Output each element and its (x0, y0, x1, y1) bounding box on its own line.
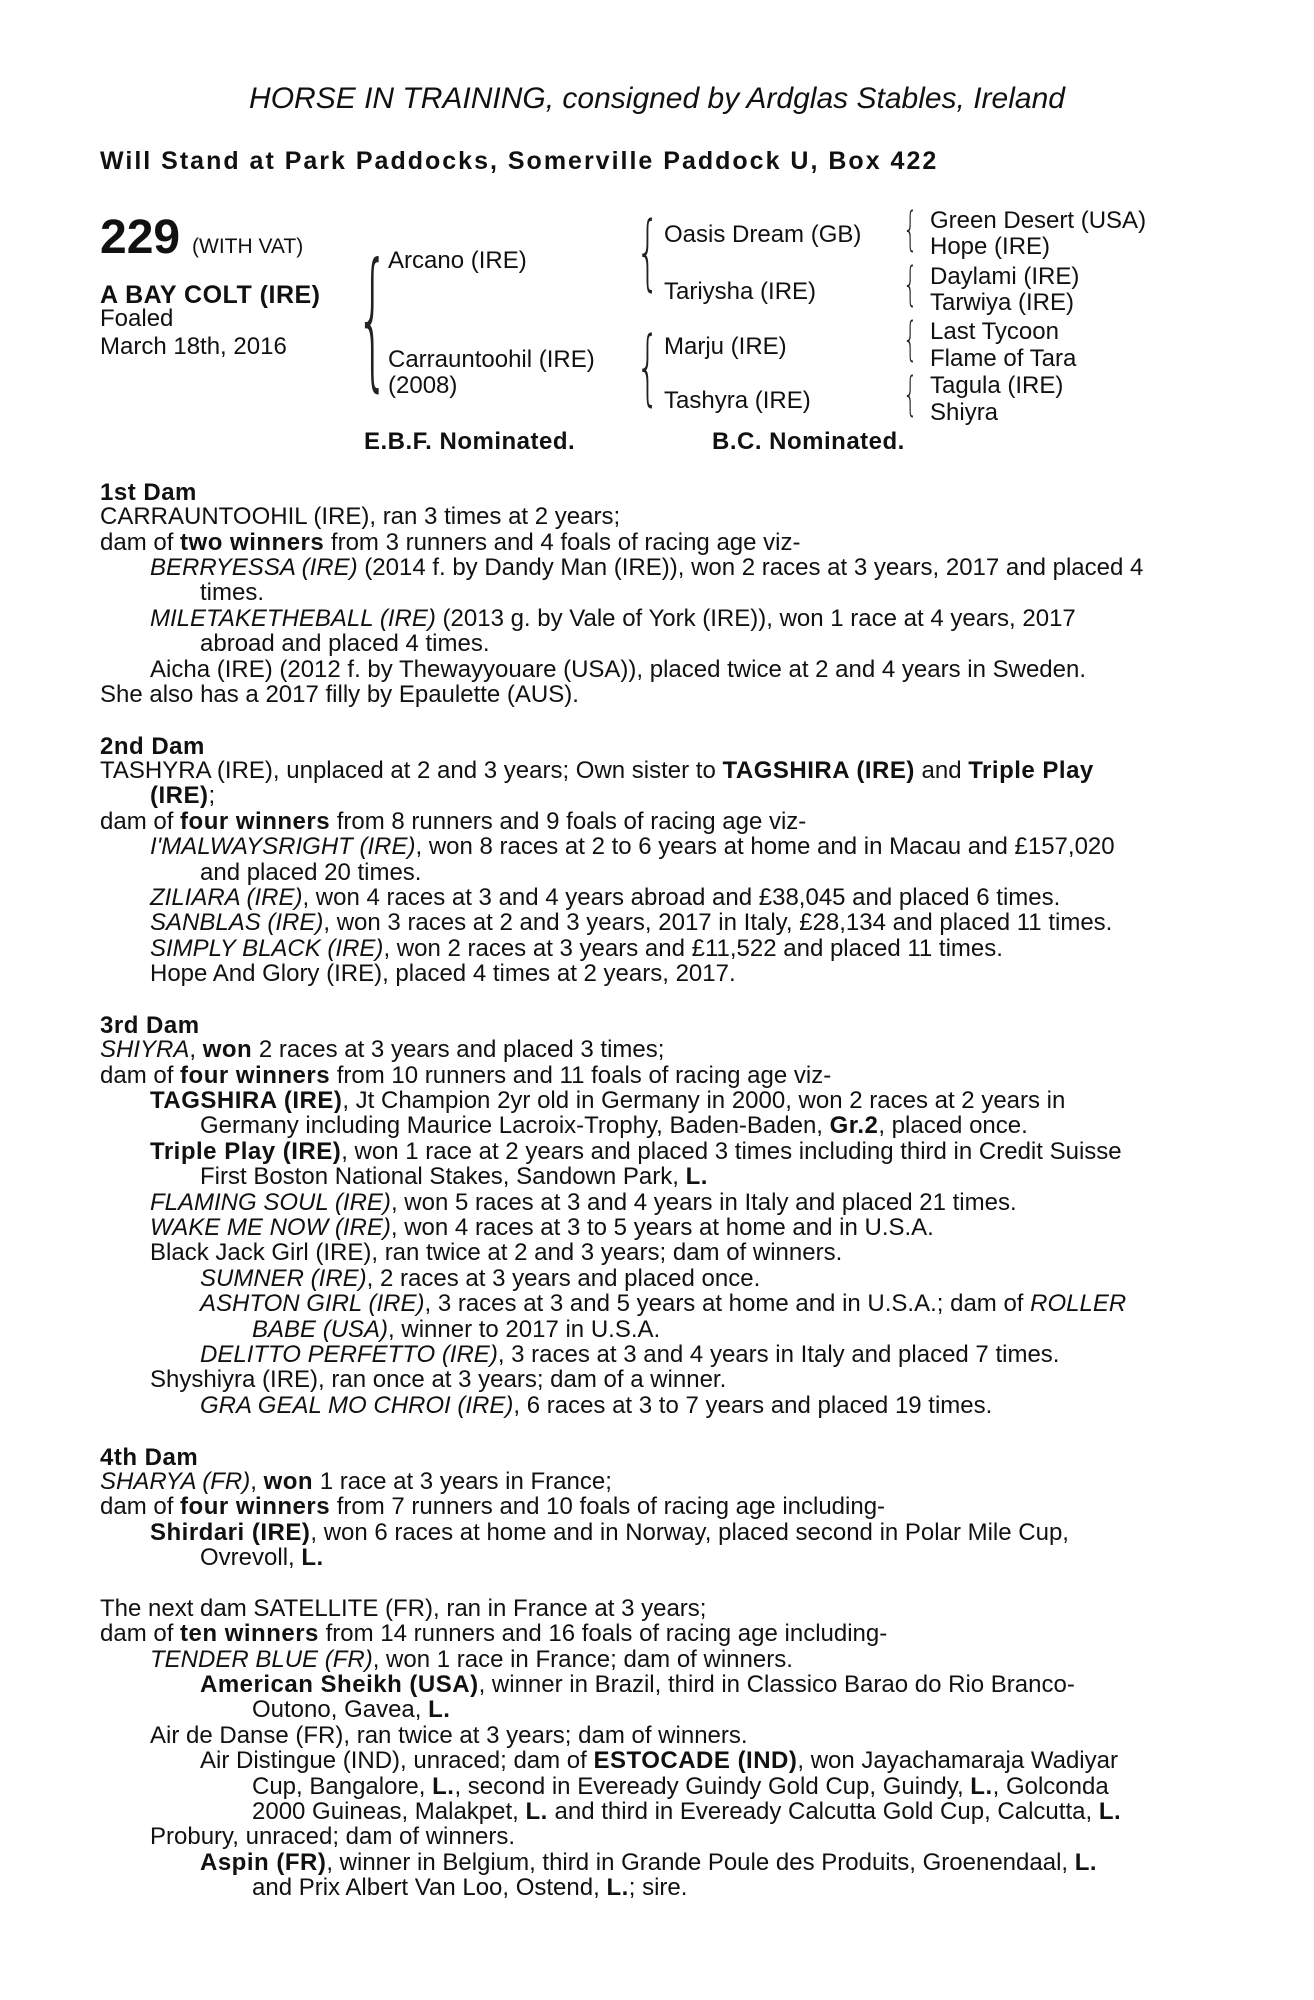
progeny-line: Outono, Gavea, L. (252, 1696, 451, 1723)
progeny-line: GRA GEAL MO CHROI (IRE), 6 races at 3 to 7 years and placed 19 times. (200, 1392, 993, 1419)
progeny-line: BABE (USA), winner to 2017 in U.S.A. (252, 1316, 661, 1343)
gen3-ancestor: Green Desert (USA) (930, 207, 1147, 234)
dam-line: dam of two winners from 3 runners and 4 foals of racing age viz- (100, 529, 801, 556)
gen3-brace-3: { (903, 312, 918, 366)
progeny-line: Air de Danse (FR), ran twice at 3 years; dam of winners. (150, 1722, 748, 1749)
progeny-line: Hope And Glory (IRE), placed 4 times at 2 years, 2017. (150, 960, 736, 987)
progeny-line: Aicha (IRE) (2012 f. by Thewayyouare (USA)), placed twice at 2 and 4 years in Sweden. (150, 656, 1087, 683)
section-heading: 2nd Dam (100, 733, 205, 760)
dam-sire: Marju (IRE) (664, 333, 787, 360)
progeny-line: Probury, unraced; dam of winners. (150, 1823, 516, 1850)
dam: Carrauntoohil (IRE) (388, 346, 595, 373)
sire: Arcano (IRE) (388, 247, 527, 274)
ebf-nomination: E.B.F. Nominated. (364, 428, 576, 455)
progeny-line: TAGSHIRA (IRE), Jt Champion 2yr old in Germany in 2000, won 2 races at 2 years in (150, 1087, 1066, 1114)
progeny-line: SIMPLY BLACK (IRE), won 2 races at 3 years and £11,522 and placed 11 times. (150, 935, 1003, 962)
horse-name: A BAY COLT (IRE) (100, 281, 321, 309)
sire-dam: Tariysha (IRE) (664, 278, 817, 305)
gen3-ancestor: Last Tycoon (930, 318, 1059, 345)
progeny-line: Air Distingue (IND), unraced; dam of ESTOCADE (IND), won Jayachamaraja Wadiyar (200, 1747, 1118, 1774)
progeny-line: Cup, Bangalore, L., second in Eveready Guindy Gold Cup, Guindy, L., Golconda (252, 1773, 1109, 1800)
dam-line: (IRE); (150, 782, 216, 809)
progeny-line: Ovrevoll, L. (200, 1544, 324, 1571)
progeny-line: TENDER BLUE (FR), won 1 race in France; dam of winners. (150, 1646, 793, 1673)
progeny-line: Germany including Maurice Lacroix-Trophy, Baden-Baden, Gr.2, placed once. (200, 1112, 1028, 1139)
progeny-line: Shyshiyra (IRE), ran once at 3 years; dam of a winner. (150, 1366, 727, 1393)
sire-dam-brace: { (356, 232, 390, 406)
sire-parents-brace: { (636, 205, 660, 300)
progeny-line: SUMNER (IRE), 2 races at 3 years and placed once. (200, 1265, 761, 1292)
dam-dam: Tashyra (IRE) (664, 387, 811, 414)
dam-parents-brace: { (636, 320, 660, 415)
progeny-line: MILETAKETHEBALL (IRE) (2013 g. by Vale of York (IRE)), won 1 race at 4 years, 2017 (150, 605, 1076, 632)
bc-nomination: B.C. Nominated. (712, 428, 905, 455)
dam-line: SHIYRA, won 2 races at 3 years and placed 3 times; (100, 1036, 665, 1063)
foaled-label: Foaled (100, 305, 174, 332)
progeny-line: American Sheikh (USA), winner in Brazil, third in Classico Barao do Rio Branco- (200, 1671, 1075, 1698)
gen3-ancestor: Tarwiya (IRE) (930, 289, 1075, 316)
progeny-line: DELITTO PERFETTO (IRE), 3 races at 3 and 4 years in Italy and placed 7 times. (200, 1341, 1060, 1368)
progeny-line: times. (200, 579, 265, 606)
dam-line: dam of ten winners from 14 runners and 16 foals of racing age including- (100, 1620, 888, 1647)
page-title: HORSE IN TRAINING, consigned by Ardglas Stables, Ireland (249, 82, 1065, 115)
progeny-line: Black Jack Girl (IRE), ran twice at 2 and 3 years; dam of winners. (150, 1239, 843, 1266)
dam-line: TASHYRA (IRE), unplaced at 2 and 3 years; Own sister to TAGSHIRA (IRE) and Triple Play (100, 757, 1094, 784)
progeny-line: FLAMING SOUL (IRE), won 5 races at 3 and 4 years in Italy and placed 21 times. (150, 1189, 1017, 1216)
progeny-line: BERRYESSA (IRE) (2014 f. by Dandy Man (IRE)), won 2 races at 3 years, 2017 and placed 4 (150, 554, 1144, 581)
progeny-line: WAKE ME NOW (IRE), won 4 races at 3 to 5 years at home and in U.S.A. (150, 1214, 934, 1241)
vat-note: (WITH VAT) (192, 235, 304, 258)
section-heading: 3rd Dam (100, 1012, 200, 1039)
sire-sire: Oasis Dream (GB) (664, 221, 862, 248)
dam-line: The next dam SATELLITE (FR), ran in France at 3 years; (100, 1595, 707, 1622)
dam-year: (2008) (388, 372, 458, 399)
gen3-ancestor: Shiyra (930, 399, 999, 426)
gen3-brace-1: { (903, 202, 918, 256)
progeny-line: Aspin (FR), winner in Belgium, third in Grande Poule des Produits, Groenendaal, L. (200, 1849, 1098, 1876)
gen3-ancestor: Flame of Tara (930, 345, 1077, 372)
progeny-line: 2000 Guineas, Malakpet, L. and third in Eveready Calcutta Gold Cup, Calcutta, L. (252, 1798, 1122, 1825)
gen3-ancestor: Tagula (IRE) (930, 372, 1064, 399)
gen3-brace-2: { (903, 257, 918, 311)
gen3-brace-4: { (903, 367, 918, 421)
gen3-ancestor: Hope (IRE) (930, 233, 1051, 260)
progeny-line: and placed 20 times. (200, 859, 422, 886)
progeny-line: First Boston National Stakes, Sandown Park, L. (200, 1163, 708, 1190)
gen3-ancestor: Daylami (IRE) (930, 263, 1080, 290)
dam-line: She also has a 2017 filly by Epaulette (AUS). (100, 681, 579, 708)
progeny-line: SANBLAS (IRE), won 3 races at 2 and 3 years, 2017 in Italy, £28,134 and placed 11 times. (150, 909, 1113, 936)
section-heading: 1st Dam (100, 479, 197, 506)
progeny-line: and Prix Albert Van Loo, Ostend, L.; sire. (252, 1874, 688, 1901)
progeny-line: abroad and placed 4 times. (200, 630, 490, 657)
dam-line: dam of four winners from 10 runners and 11 foals of racing age viz- (100, 1062, 832, 1089)
progeny-line: I'MALWAYSRIGHT (IRE), won 8 races at 2 to 6 years at home and in Macau and £157,020 (150, 833, 1115, 860)
dam-line: CARRAUNTOOHIL (IRE), ran 3 times at 2 years; (100, 503, 621, 530)
progeny-line: Shirdari (IRE), won 6 races at home and in Norway, placed second in Polar Mile Cup, (150, 1519, 1069, 1546)
stand-location: Will Stand at Park Paddocks, Somerville Paddock U, Box 422 (100, 147, 939, 175)
foaled-date: March 18th, 2016 (100, 333, 287, 360)
progeny-line: ZILIARA (IRE), won 4 races at 3 and 4 years abroad and £38,045 and placed 6 times. (150, 884, 1061, 911)
dam-line: SHARYA (FR), won 1 race at 3 years in France; (100, 1468, 612, 1495)
dam-line: dam of four winners from 7 runners and 10 foals of racing age including- (100, 1493, 886, 1520)
section-heading: 4th Dam (100, 1444, 199, 1471)
lot-number: 229 (100, 211, 181, 264)
dam-line: dam of four winners from 8 runners and 9 foals of racing age viz- (100, 808, 807, 835)
progeny-line: ASHTON GIRL (IRE), 3 races at 3 and 5 years at home and in U.S.A.; dam of ROLLER (200, 1290, 1127, 1317)
progeny-line: Triple Play (IRE), won 1 race at 2 years and placed 3 times including third in Credit Suisse (150, 1138, 1122, 1165)
